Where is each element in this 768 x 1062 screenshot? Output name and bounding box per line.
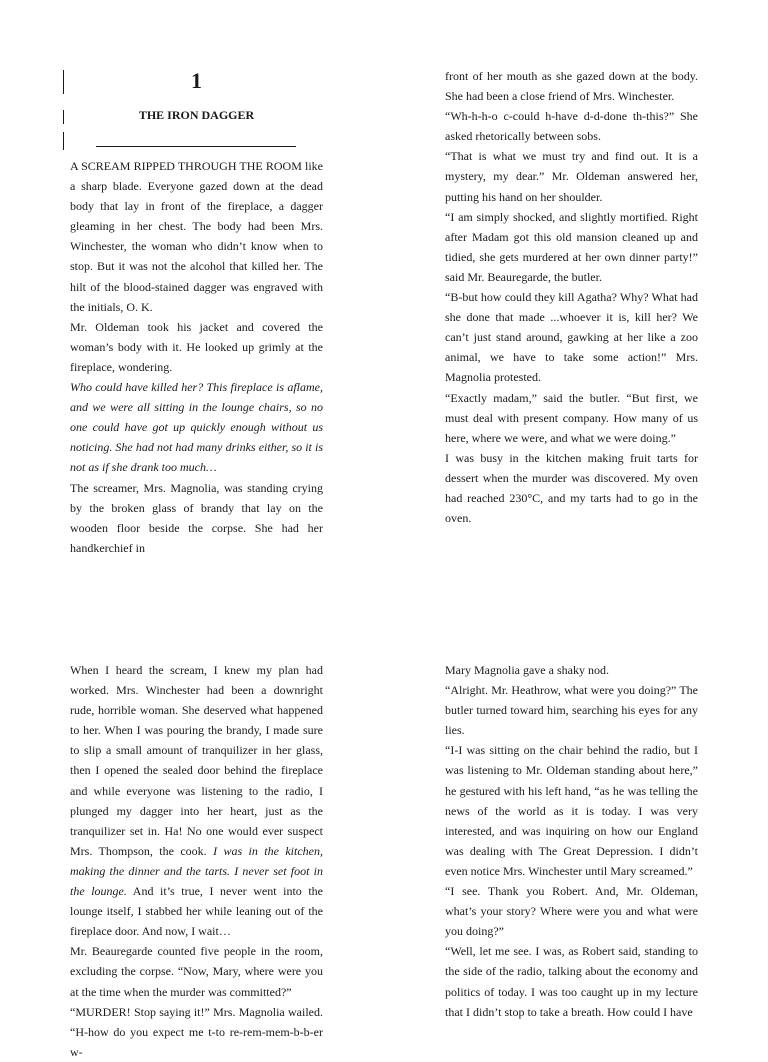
chapter-number: 1 bbox=[191, 68, 202, 93]
page-2-column-right bbox=[445, 660, 698, 1022]
text-cursor-mark bbox=[63, 70, 64, 94]
paragraph: The screamer, Mrs. Magnolia, was standing crying by the broken glass of brandy that lay on the wooden floor beside the corpse. She had her handkerchief in bbox=[70, 480, 323, 555]
paragraph: “B-but how could they kill Agatha? Why? What had she done that made ...whoever it is, kill her? We can’t just stand around, gawking at her like a zoo animal, we have to take some action!” Mrs. Magnolia protested. bbox=[445, 290, 698, 385]
paragraph-italic-thought: Who could have killed her? This fireplace is aflame, and we were all sitting in the lounge chairs, so no one could have got up quickly enough without us noticing. She had not had many drinks either, so it is not as if she drank too much… bbox=[70, 380, 323, 475]
paragraph: front of her mouth as she gazed down at the body. She had been a close friend of Mrs. Winchester. bbox=[445, 69, 698, 104]
paragraph: A SCREAM RIPPED THROUGH THE ROOM like a sharp blade. Everyone gazed down at the dead body that lay in front of the fireplace, a dagger gleaming in her chest. The body had been Mrs. Winchester, the woman who didn’t know when to stop. But it was not the alcohol that killed her. The hilt of the blood-stained dagger was engraved with the initials, O. K. bbox=[70, 159, 323, 314]
chapter-divider bbox=[96, 146, 296, 147]
paragraph-italic-thought: I was in the kitchen, making the dinner and the tarts. I never set foot in the lounge. bbox=[70, 843, 323, 899]
text-cursor-mark bbox=[63, 110, 64, 124]
paragraph: “MURDER! Stop saying it!” Mrs. Magnolia wailed. “H-how do you expect me t-to re-rem-mem-b-b-er w- bbox=[70, 1004, 323, 1059]
paragraph: “I am simply shocked, and slightly mortified. Right after Madam got this old mansion cleaned up and tidied, she gets murdered at her own dinner party!” said Mr. Beauregarde, the butler. bbox=[445, 209, 698, 284]
paragraph: Mr. Oldeman took his jacket and covered the woman’s body with it. He looked up grimly at the fireplace, wondering. bbox=[70, 319, 323, 374]
paragraph: “Exactly madam,” said the butler. “But first, we must deal with present company. How many of us here, where we were, and what we were doing.” bbox=[445, 390, 698, 445]
page-1-column-right bbox=[445, 66, 698, 528]
paragraph: Mary Magnolia gave a shaky nod. bbox=[445, 663, 609, 677]
page-1-column-left bbox=[70, 156, 323, 558]
paragraph: “That is what we must try and find out. It is a mystery, my dear.” Mr. Oldeman answered her, putting his hand on her shoulder. bbox=[445, 149, 698, 204]
paragraph-text: And it’s true, I never went into the lounge itself, I stabbed her while leaning out of the fireplace door. And now, I wait… bbox=[70, 884, 324, 939]
paragraph: Mr. Beauregarde counted five people in the room, excluding the corpse. “Now, Mary, where were you at the time when the murder was committed?” bbox=[70, 944, 323, 999]
text-cursor-mark bbox=[63, 132, 64, 150]
paragraph: “Wh-h-h-o c-could h-have d-d-done th-this?” She asked rhetorically between sobs. bbox=[445, 109, 698, 144]
page-2-column-left bbox=[70, 660, 323, 1062]
paragraph: “I-I was sitting on the chair behind the radio, but I was listening to Mr. Oldeman standing about here,” he gestured with his left hand, “as he was telling the news of the world as it is today. I was very interested, and was inquiring on how our England was dealing with The Great Depression. I didn’t even notice Mrs. Winchester until Mary screamed.” bbox=[445, 743, 698, 878]
paragraph: “Alright. Mr. Heathrow, what were you doing?” The butler turned toward him, searching his eyes for any lies. bbox=[445, 683, 698, 738]
paragraph-text: When I heard the scream, I knew my plan had worked. Mrs. Winchester had been a downright rude, horrible woman. She deserved what happened to her. When I was pouring the brandy, I made sure to slip a small amount of tranquilizer in her glass, then I opened the sealed door behind the fireplace and while everyone was listening to the radio, I plunged my dagger into her heart, just as the tranquilizer set in. Ha! No one would ever suspect Mrs. Thompson, the cook. bbox=[70, 663, 323, 858]
paragraph bbox=[70, 660, 323, 941]
chapter-title: THE IRON DAGGER bbox=[138, 108, 255, 122]
paragraph: “Well, let me see. I was, as Robert said, standing to the side of the radio, talking about the economy and politics of today. I was too caught up in my lecture that I didn’t stop to take a breath. How could I have bbox=[445, 944, 698, 1019]
paragraph: “I see. Thank you Robert. And, Mr. Oldeman, what’s your story? Where were you and what were you doing?” bbox=[445, 884, 698, 939]
paragraph: I was busy in the kitchen making fruit tarts for dessert when the murder was discovered. My oven had reached 230°C, and my tarts had to go in the oven. bbox=[445, 450, 698, 526]
